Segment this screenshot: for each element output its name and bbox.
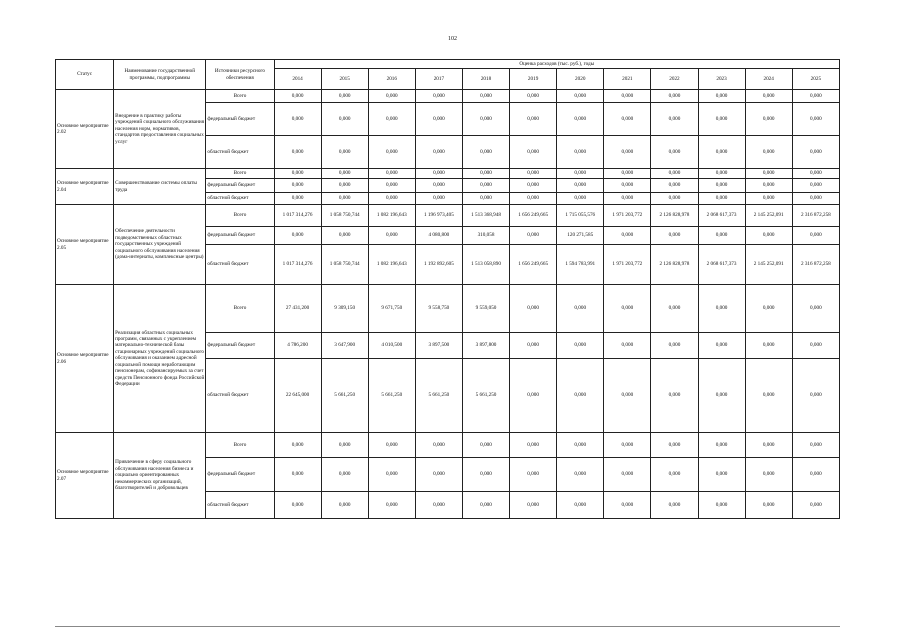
measure-status: Основное мероприятие 2.02 — [56, 90, 114, 169]
expense-value: 0,000 — [274, 458, 321, 492]
expense-value: 0,000 — [368, 193, 415, 205]
expense-value: 0,000 — [604, 433, 651, 458]
expense-value: 1 971 203,772 — [604, 205, 651, 227]
funding-source: Всего — [206, 169, 274, 179]
funding-source: федеральный бюджет — [206, 179, 274, 193]
expense-value: 0,000 — [651, 193, 698, 205]
expense-value: 0,000 — [462, 458, 509, 492]
expense-value: 9 558,750 — [415, 285, 462, 333]
measure-status: Основное мероприятие 2.04 — [56, 169, 114, 205]
expense-value: 0,000 — [698, 103, 745, 136]
expense-value: 0,000 — [745, 458, 792, 492]
measure-name: Обеспечение деятельности подведомственных областных государственных учреждений социального обслуживания населения (дома-интернаты, комплексные центры) — [114, 205, 206, 285]
expense-value: 0,000 — [651, 359, 698, 433]
measure-name: Привлечение в сферу социального обслуживания населения бизнеса и социально ориентированных некоммерческих организаций, благотворителей и добровольцев — [114, 433, 206, 519]
measure-name: Совершенствование системы оплаты труда — [114, 169, 206, 205]
expense-value: 0,000 — [510, 285, 557, 333]
expense-value: 5 661,250 — [462, 359, 509, 433]
expense-value: 0,000 — [321, 433, 368, 458]
expense-value: 0,000 — [651, 333, 698, 359]
expense-value: 0,000 — [462, 492, 509, 519]
expense-value: 0,000 — [651, 458, 698, 492]
expense-value: 120 271,585 — [557, 227, 604, 245]
expense-value: 0,000 — [604, 458, 651, 492]
expense-value: 0,000 — [510, 492, 557, 519]
funding-source: Всего — [206, 205, 274, 227]
expense-value: 0,000 — [792, 103, 839, 136]
expense-value: 0,000 — [321, 458, 368, 492]
header-estimate: Оценка расходов (тыс. руб.), годы — [274, 60, 839, 69]
expense-value: 0,000 — [745, 492, 792, 519]
expense-value: 0,000 — [557, 359, 604, 433]
expense-value: 0,000 — [321, 90, 368, 103]
expense-value: 0,000 — [321, 193, 368, 205]
expense-value: 5 661,250 — [321, 359, 368, 433]
header-year: 2016 — [368, 69, 415, 90]
expense-value: 0,000 — [745, 179, 792, 193]
funding-source: областной бюджет — [206, 359, 274, 433]
expense-value: 0,000 — [510, 169, 557, 179]
expense-value: 0,000 — [651, 433, 698, 458]
expense-value: 0,000 — [368, 492, 415, 519]
header-year: 2014 — [274, 69, 321, 90]
header-sources: Источники ресурсного обеспечения — [206, 60, 274, 90]
expense-value: 0,000 — [557, 179, 604, 193]
expense-value: 0,000 — [792, 333, 839, 359]
expense-value: 0,000 — [792, 492, 839, 519]
expense-value: 0,000 — [698, 359, 745, 433]
expense-value: 0,000 — [604, 285, 651, 333]
expense-value: 0,000 — [604, 169, 651, 179]
expense-value: 0,000 — [321, 179, 368, 193]
expense-value: 0,000 — [462, 193, 509, 205]
expense-value: 0,000 — [604, 90, 651, 103]
expense-value: 5 661,250 — [368, 359, 415, 433]
expense-value: 0,000 — [604, 103, 651, 136]
header-year: 2025 — [792, 69, 839, 90]
expense-value: 3 897,500 — [415, 333, 462, 359]
funding-source: федеральный бюджет — [206, 103, 274, 136]
expense-value: 27 431,200 — [274, 285, 321, 333]
expense-value: 4 786,200 — [274, 333, 321, 359]
expense-value: 0,000 — [510, 90, 557, 103]
expense-value: 9 671,750 — [368, 285, 415, 333]
expense-value: 1 082 196,643 — [368, 205, 415, 227]
expense-value: 0,000 — [651, 285, 698, 333]
expense-value: 0,000 — [651, 103, 698, 136]
table-row — [56, 90, 840, 103]
expense-value: 1 656 249,665 — [510, 205, 557, 227]
expense-value: 0,000 — [274, 179, 321, 193]
expense-value: 0,000 — [274, 90, 321, 103]
expense-value: 0,000 — [462, 136, 509, 169]
table-row — [56, 205, 840, 227]
measure-status: Основное мероприятие 2.06 — [56, 285, 114, 433]
expense-value: 0,000 — [651, 492, 698, 519]
expense-value: 4 010,500 — [368, 333, 415, 359]
expense-value: 1 971 203,772 — [604, 245, 651, 285]
funding-source: Всего — [206, 90, 274, 103]
expense-value: 0,000 — [510, 433, 557, 458]
expense-value: 0,000 — [651, 90, 698, 103]
expense-value: 0,000 — [557, 333, 604, 359]
expense-value: 0,000 — [557, 103, 604, 136]
expense-value: 0,000 — [792, 136, 839, 169]
expense-value: 0,000 — [274, 136, 321, 169]
expense-value: 0,000 — [698, 227, 745, 245]
expense-value: 0,000 — [698, 333, 745, 359]
expense-value: 1 082 196,643 — [368, 245, 415, 285]
funding-source: областной бюджет — [206, 136, 274, 169]
header-name: Наименование государственной программы, подпрограммы — [114, 60, 206, 90]
expense-value: 0,000 — [745, 103, 792, 136]
expense-value: 0,000 — [698, 193, 745, 205]
measure-name: Реализация областных социальных программ, связанных с укреплением материально-технической базы стационарных учреждений социального обслуживания и оказанием адресной социальной помощи неработающим пенсионерам, софинансируемых за счет средств Пенсионного фонда Российской Федерации — [114, 285, 206, 433]
expense-value: 2 126 828,978 — [651, 205, 698, 227]
table-row — [56, 433, 840, 458]
page-bottom-line — [55, 626, 840, 627]
expense-value: 0,000 — [415, 90, 462, 103]
expense-value: 0,000 — [698, 285, 745, 333]
expense-value: 0,000 — [368, 433, 415, 458]
header-status: Статус — [56, 60, 114, 90]
expense-value: 0,000 — [368, 227, 415, 245]
expense-value: 0,000 — [557, 193, 604, 205]
expense-value: 0,000 — [510, 333, 557, 359]
expense-value: 0,000 — [557, 90, 604, 103]
expense-value: 0,000 — [368, 179, 415, 193]
expense-value: 0,000 — [698, 136, 745, 169]
expense-value: 0,000 — [604, 359, 651, 433]
expense-value: 3 647,900 — [321, 333, 368, 359]
expense-value: 0,000 — [792, 90, 839, 103]
expense-value: 0,000 — [510, 359, 557, 433]
expense-value: 0,000 — [745, 333, 792, 359]
expense-value: 1 017 314,276 — [274, 205, 321, 227]
expense-value: 9 309,150 — [321, 285, 368, 333]
expense-value: 0,000 — [792, 285, 839, 333]
expense-value: 0,000 — [792, 169, 839, 179]
expense-value: 1 513 058,890 — [462, 245, 509, 285]
expense-value: 0,000 — [792, 433, 839, 458]
page-number: 102 — [448, 36, 457, 42]
expense-value: 0,000 — [604, 333, 651, 359]
expense-value: 0,000 — [745, 169, 792, 179]
expense-value: 0,000 — [604, 227, 651, 245]
expense-value: 0,000 — [792, 458, 839, 492]
expense-value: 310,058 — [462, 227, 509, 245]
expense-value: 0,000 — [745, 433, 792, 458]
expense-value: 0,000 — [368, 90, 415, 103]
expense-value: 0,000 — [698, 90, 745, 103]
expense-value: 0,000 — [415, 193, 462, 205]
header-year: 2015 — [321, 69, 368, 90]
expense-value: 0,000 — [698, 433, 745, 458]
expense-value: 0,000 — [510, 103, 557, 136]
expense-value: 0,000 — [415, 458, 462, 492]
expense-value: 0,000 — [321, 169, 368, 179]
expense-value: 0,000 — [368, 169, 415, 179]
expense-value: 5 661,250 — [415, 359, 462, 433]
expense-value: 0,000 — [274, 492, 321, 519]
expense-value: 1 715 055,576 — [557, 205, 604, 227]
header-year: 2024 — [745, 69, 792, 90]
funding-source: Всего — [206, 433, 274, 458]
funding-source: областной бюджет — [206, 193, 274, 205]
expense-value: 0,000 — [792, 179, 839, 193]
expense-value: 1 192 892,605 — [415, 245, 462, 285]
expense-value: 0,000 — [274, 103, 321, 136]
expense-value: 0,000 — [274, 169, 321, 179]
expense-value: 0,000 — [274, 227, 321, 245]
expense-value: 0,000 — [415, 103, 462, 136]
expense-value: 2 068 617,373 — [698, 245, 745, 285]
expense-value: 0,000 — [745, 285, 792, 333]
expense-value: 1 656 249,665 — [510, 245, 557, 285]
expense-value: 0,000 — [415, 136, 462, 169]
header-year: 2021 — [604, 69, 651, 90]
expense-value: 0,000 — [368, 103, 415, 136]
expense-value: 0,000 — [604, 193, 651, 205]
expense-value: 0,000 — [415, 169, 462, 179]
expense-value: 0,000 — [274, 193, 321, 205]
expense-value: 0,000 — [745, 193, 792, 205]
expense-value: 0,000 — [745, 136, 792, 169]
funding-source: федеральный бюджет — [206, 458, 274, 492]
header-year: 2017 — [415, 69, 462, 90]
expense-value: 0,000 — [274, 433, 321, 458]
budget-table — [55, 59, 840, 519]
expense-value: 0,000 — [321, 136, 368, 169]
expense-value: 0,000 — [745, 90, 792, 103]
expense-value: 0,000 — [745, 359, 792, 433]
expense-value: 0,000 — [651, 136, 698, 169]
expense-value: 0,000 — [698, 458, 745, 492]
funding-source: Всего — [206, 285, 274, 333]
expense-value: 1 196 973,405 — [415, 205, 462, 227]
funding-source: федеральный бюджет — [206, 227, 274, 245]
expense-value: 0,000 — [415, 179, 462, 193]
header-year: 2023 — [698, 69, 745, 90]
expense-value: 3 897,800 — [462, 333, 509, 359]
expense-value: 0,000 — [462, 103, 509, 136]
expense-value: 0,000 — [368, 136, 415, 169]
expense-value: 2 068 617,373 — [698, 205, 745, 227]
expense-value: 2 126 828,978 — [651, 245, 698, 285]
expense-value: 1 594 783,991 — [557, 245, 604, 285]
expense-value: 0,000 — [557, 169, 604, 179]
expense-value: 0,000 — [792, 359, 839, 433]
expense-value: 0,000 — [557, 285, 604, 333]
expense-value: 0,000 — [510, 193, 557, 205]
expense-value: 0,000 — [651, 179, 698, 193]
expense-value: 4 080,800 — [415, 227, 462, 245]
expense-value: 2 316 872,258 — [792, 245, 839, 285]
header-year: 2018 — [462, 69, 509, 90]
expense-value: 0,000 — [698, 492, 745, 519]
expense-value: 0,000 — [557, 458, 604, 492]
expense-value: 0,000 — [462, 179, 509, 193]
expense-value: 0,000 — [462, 90, 509, 103]
measure-name: Внедрение в практику работы учреждений социального обслуживания населения норм, нормативов, стандартов предоставления социальных услуг — [114, 90, 206, 169]
expense-value: 0,000 — [698, 179, 745, 193]
expense-value: 0,000 — [557, 136, 604, 169]
expense-value: 2 145 252,091 — [745, 205, 792, 227]
expense-value: 1 513 368,948 — [462, 205, 509, 227]
expense-value: 0,000 — [462, 433, 509, 458]
expense-value: 0,000 — [415, 433, 462, 458]
expense-value: 0,000 — [745, 227, 792, 245]
expense-value: 0,000 — [510, 179, 557, 193]
expense-value: 0,000 — [557, 433, 604, 458]
table-row — [56, 169, 840, 179]
expense-value: 0,000 — [651, 169, 698, 179]
expense-value: 0,000 — [321, 492, 368, 519]
expense-value: 2 316 872,258 — [792, 205, 839, 227]
expense-value: 0,000 — [368, 458, 415, 492]
table-row — [56, 285, 840, 333]
header-year: 2020 — [557, 69, 604, 90]
expense-value: 0,000 — [698, 169, 745, 179]
expense-value: 0,000 — [792, 227, 839, 245]
header-year: 2022 — [651, 69, 698, 90]
expense-value: 0,000 — [510, 136, 557, 169]
expense-value: 22 645,000 — [274, 359, 321, 433]
expense-value: 1 058 750,744 — [321, 245, 368, 285]
measure-status: Основное мероприятие 2.05 — [56, 205, 114, 285]
expense-value: 0,000 — [415, 492, 462, 519]
expense-value: 0,000 — [792, 193, 839, 205]
funding-source: федеральный бюджет — [206, 333, 274, 359]
expense-value: 0,000 — [557, 492, 604, 519]
expense-value: 0,000 — [462, 169, 509, 179]
measure-status: Основное мероприятие 2.07 — [56, 433, 114, 519]
expense-value: 2 145 252,091 — [745, 245, 792, 285]
expense-value: 0,000 — [651, 227, 698, 245]
expense-value: 0,000 — [321, 227, 368, 245]
funding-source: областной бюджет — [206, 492, 274, 519]
expense-value: 9 559,050 — [462, 285, 509, 333]
expense-value: 0,000 — [604, 492, 651, 519]
funding-source: областной бюджет — [206, 245, 274, 285]
header-year: 2019 — [510, 69, 557, 90]
expense-value: 0,000 — [604, 136, 651, 169]
expense-value: 1 058 750,744 — [321, 205, 368, 227]
expense-value: 0,000 — [321, 103, 368, 136]
expense-value: 1 017 314,276 — [274, 245, 321, 285]
expense-value: 0,000 — [604, 179, 651, 193]
expense-value: 0,000 — [510, 458, 557, 492]
expense-value: 0,000 — [510, 227, 557, 245]
